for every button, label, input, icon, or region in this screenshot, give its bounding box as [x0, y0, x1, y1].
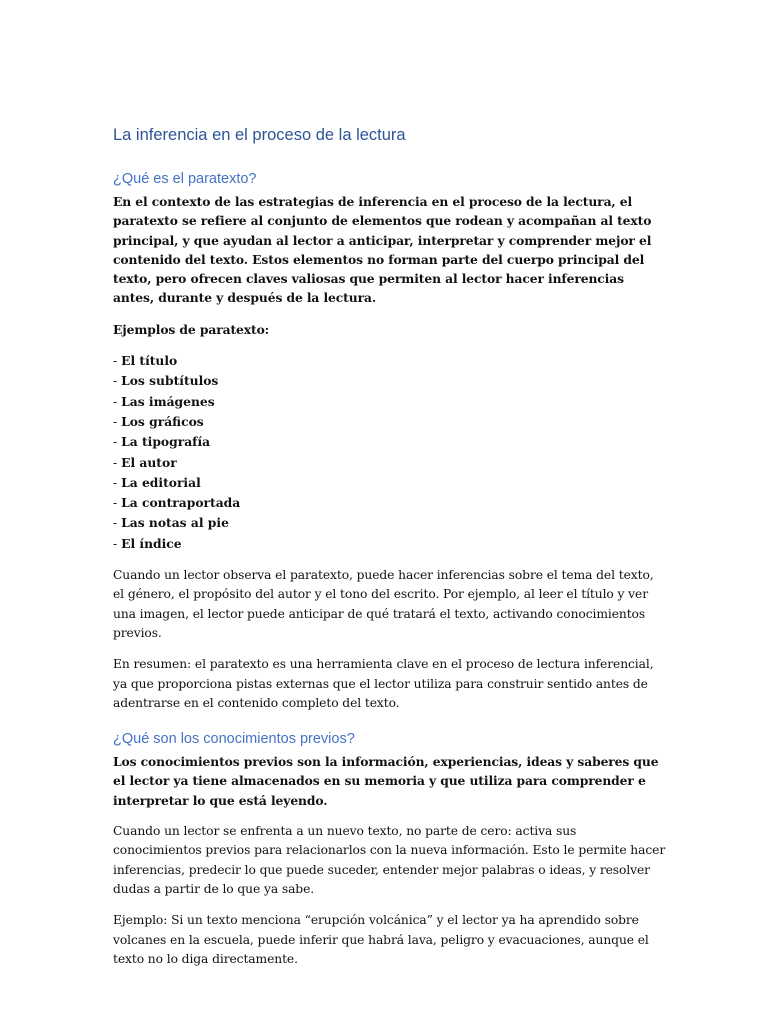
list-item-prefix: - [113, 354, 122, 369]
examples-label: Ejemplos de paratexto: [113, 321, 270, 337]
list-item-text: El título [121, 353, 178, 369]
list-item [113, 534, 668, 554]
document-title: La inferencia en el proceso de la lectura [113, 126, 406, 144]
list-item-text: La editorial [121, 474, 201, 490]
list-item-prefix: - [113, 414, 122, 429]
conocimientos-definition: Los conocimientos previos son la información, experiencias, ideas y saberes que el lector ya tiene almacenados en su memoria y que utiliza para comprender e interpretar lo que está leyendo. [113, 754, 659, 808]
paratexto-examples-list [113, 351, 668, 554]
list-item-prefix: - [113, 496, 122, 511]
list-item [113, 351, 668, 371]
list-item-prefix: - [113, 475, 122, 490]
list-item-text: Los gráficos [121, 413, 204, 429]
list-item [113, 432, 668, 452]
list-item-text: El autor [121, 454, 177, 470]
document-page [113, 123, 668, 981]
list-item-text: La tipografía [121, 434, 211, 450]
list-item-text: Los subtítulos [121, 373, 219, 389]
list-item [113, 453, 668, 473]
list-item [113, 392, 668, 412]
list-item [113, 371, 668, 391]
list-item-text: La contraportada [121, 495, 241, 511]
conocimientos-activation-paragraph: Cuando un lector se enfrenta a un nuevo texto, no parte de cero: activa sus conocimientos previos para relacionarlos con la nueva información. Esto le permite hacer inferencias, predecir lo que puede suceder, entender mejor palabras o ideas, y resolver dudas a partir de lo que ya sabe. [113, 824, 666, 896]
list-item-prefix: - [113, 516, 122, 531]
paratexto-definition: En el contexto de las estrategias de inferencia en el proceso de la lectura, el paratexto se refiere al conjunto de elementos que rodean y acompañan al texto principal, y que ayudan al lector a anticipar, interpretar y comprender mejor el contenido del texto. Estos elementos no forman parte del cuerpo principal del texto, pero ofrecen claves valiosas que permiten al lector hacer inferencias antes, durante y después de la lectura. [113, 194, 652, 306]
paratexto-summary-paragraph: En resumen: el paratexto es una herramienta clave en el proceso de lectura inferencial, ya que proporciona pistas externas que el lector utiliza para construir sentido antes de adentrarse en el contenido completo del texto. [113, 657, 654, 710]
list-item-prefix: - [113, 455, 122, 470]
list-item-text: El índice [121, 535, 182, 551]
conocimientos-example-paragraph: Ejemplo: Si un texto menciona “erupción volcánica” y el lector ya ha aprendido sobre volcanes en la escuela, puede inferir que habrá lava, peligro y evacuaciones, aunque el texto no lo diga directamente. [113, 913, 649, 966]
list-item-text: Las notas al pie [121, 515, 229, 531]
section-heading-paratexto: ¿Qué es el paratexto? [113, 171, 257, 187]
list-item-prefix: - [113, 374, 122, 389]
list-item [113, 473, 668, 493]
section-heading-conocimientos-previos: ¿Qué son los conocimientos previos? [113, 731, 355, 748]
paratexto-inference-paragraph: Cuando un lector observa el paratexto, puede hacer inferencias sobre el tema del texto, el género, el propósito del autor y el tono del escrito. Por ejemplo, al leer el título y ver una imagen, el lector puede anticipar de qué tratará el texto, activando conocimientos previos. [113, 568, 654, 640]
list-item [113, 412, 668, 432]
list-item [113, 513, 668, 533]
list-item-prefix: - [113, 435, 122, 450]
list-item [113, 493, 668, 513]
list-item-text: Las imágenes [121, 393, 215, 409]
list-item-prefix: - [113, 536, 122, 551]
list-item-prefix: - [113, 394, 122, 409]
